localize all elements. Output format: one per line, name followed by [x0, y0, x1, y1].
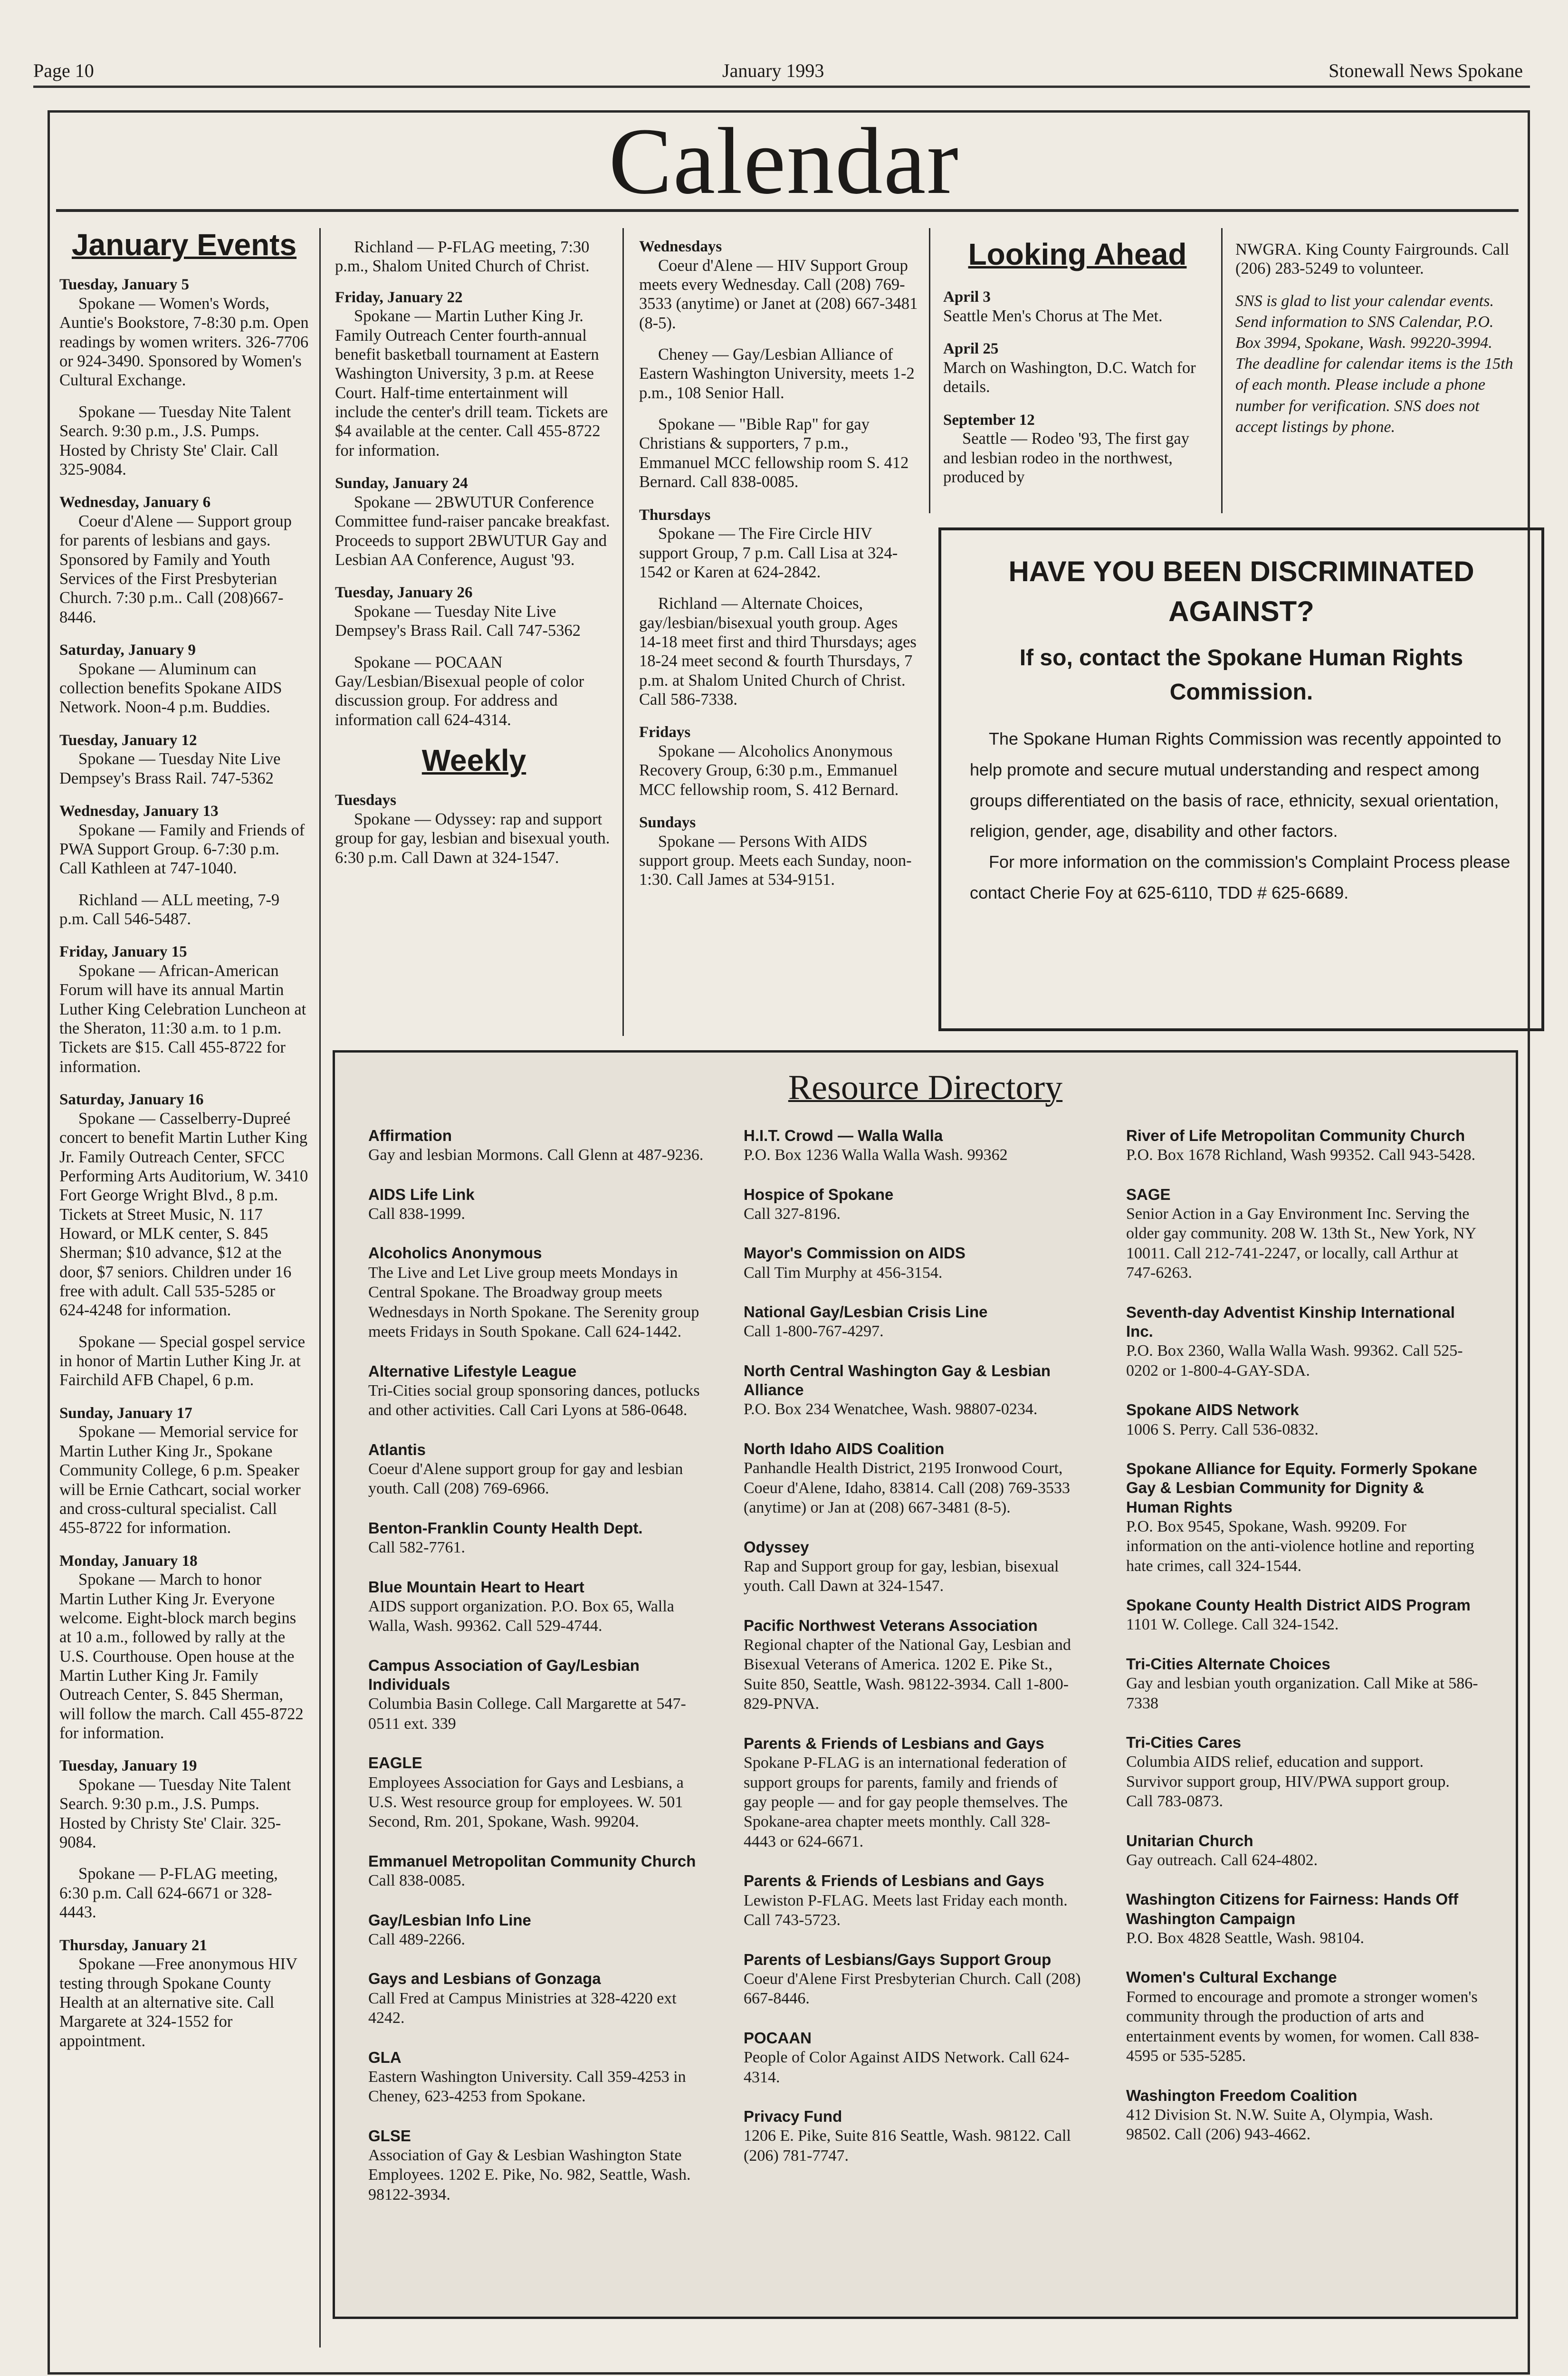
directory-entry-desc: Panhandle Health District, 2195 Ironwood Court, Coeur d'Alene, Idaho, 83814. Call (208) 769-3533 (anytime) or Jan at (208) 667-3481 (8-5). [744, 1459, 1070, 1517]
looking-ahead-text: March on Washington, D.C. Watch for details. [943, 358, 1196, 396]
directory-entry [1126, 2086, 1480, 2145]
directory-entry [744, 1734, 1081, 1852]
event-entry [59, 1936, 309, 2050]
event-paragraph: Spokane — Tuesday Nite Talent Search. 9:30 p.m., J.S. Pumps. Hosted by Christy Ste' Clair. Call 325-9084. [59, 402, 291, 479]
event-paragraph: Coeur d'Alene — HIV Support Group meets every Wednesday. Call (208) 769-3533 (anytime) or Janet at (208) 667-3481 (8-5). [639, 256, 918, 332]
event-entry [639, 238, 919, 492]
looking-ahead-date: April 3 [943, 288, 991, 306]
event-paragraph: Spokane — Casselberry-Dupreé concert to benefit Martin Luther King Jr. Family Outreach Center, SFCC Performing Arts Auditorium, W. 3410 Fort George Wright Blvd., 8 p.m. Tickets at Street Music, N. 117 Howard, or MLK center, S. 845 Sherman; $10 advance, $12 at the door, $7 seniors. Children under 16 free with adult. Call 535-5285 or 624-4248 for information. [59, 1109, 308, 1320]
directory-entry-desc: Call 1-800-767-4297. [744, 1322, 884, 1341]
directory-entry-desc: Coeur d'Alene support group for gay and lesbian youth. Call (208) 769-6966. [368, 1460, 683, 1498]
directory-entry [368, 1578, 715, 1636]
weekly-column-3 [639, 238, 919, 1045]
event-date: Sundays [639, 814, 696, 832]
directory-entry-desc: 1101 W. College. Call 324-1542. [1126, 1616, 1339, 1634]
looking-ahead-item [943, 340, 1212, 396]
directory-entry-name: Parents & Friends of Lesbians and Gays [744, 1734, 1044, 1752]
directory-entry-name: Emmanuel Metropolitan Community Church [368, 1852, 696, 1870]
event-date: Wednesday, January 6 [59, 494, 211, 511]
directory-entry [368, 1969, 715, 2028]
event-paragraph: Spokane — "Bible Rap" for gay Christians & supporters, 7 p.m., Emmanuel MCC fellowship room S. 412 Bernard. Call 838-0085. [639, 415, 909, 491]
directory-entry-desc: Gay and lesbian Mormons. Call Glenn at 487-9236. [368, 1146, 704, 1164]
directory-entry [744, 1871, 1081, 1930]
directory-entry [368, 1753, 715, 1832]
event-date: Fridays [639, 724, 691, 741]
event-entry [639, 723, 919, 799]
directory-entry [368, 1126, 715, 1165]
directory-entry-desc: 1006 S. Perry. Call 536-0832. [1126, 1420, 1319, 1438]
event-paragraph: Spokane —Free anonymous HIV testing through Spokane County Health at an alternative site. Call Margarete at 324-1552 for appointment. [59, 1955, 297, 2050]
directory-entry-name: River of Life Metropolitan Community Church [1126, 1127, 1465, 1144]
event-paragraph: Spokane — Family and Friends of PWA Support Group. 6-7:30 p.m. Call Kathleen at 747-1040. [59, 821, 305, 878]
event-date: Thursdays [639, 506, 711, 524]
ad-body-contact: For more information on the commission's Complaint Process please contact Cherie Foy at 625-6110, TDD # 625-6689. [970, 852, 1511, 902]
resource-directory [333, 1050, 1518, 2319]
directory-entry-desc: Gay and lesbian youth organization. Call Mike at 586-7338 [1126, 1675, 1478, 1712]
event-date: Thursday, January 21 [59, 1936, 207, 1954]
directory-entry-name: Alternative Lifestyle League [368, 1362, 577, 1380]
directory-entry [1126, 1831, 1480, 1870]
event-paragraph: Spokane — Special gospel service in honor of Martin Luther King Jr. at Fairchild AFB Chapel, 6 p.m. [59, 1332, 306, 1389]
event-date: Monday, January 18 [59, 1552, 198, 1570]
event-entry [59, 1091, 309, 1390]
event-date: Saturday, January 16 [59, 1091, 204, 1109]
directory-entry-desc: Call 489-2266. [368, 1930, 465, 1948]
event-date: Saturday, January 9 [59, 642, 196, 659]
event-entry [59, 943, 309, 1076]
looking-ahead-heading: Looking Ahead [968, 238, 1187, 271]
directory-entry-name: Odyssey [744, 1538, 809, 1556]
directory-entry [744, 1950, 1081, 2009]
directory-entry [1126, 1400, 1480, 1439]
directory-entry [744, 2029, 1081, 2087]
event-paragraph: Cheney — Gay/Lesbian Alliance of Eastern Washington University, meets 1-2 p.m., 108 Senior Hall. [639, 345, 915, 402]
weekly-heading: Weekly [421, 743, 526, 778]
directory-entry-desc: Call 582-7761. [368, 1539, 465, 1557]
directory-entry [1126, 1655, 1480, 1713]
looking-ahead-text: Seattle Men's Chorus at The Met. [943, 307, 1163, 325]
directory-entry-name: Campus Association of Gay/Lesbian Individuals [368, 1656, 640, 1694]
directory-entry-name: Privacy Fund [744, 2107, 842, 2125]
resource-directory-title: Resource Directory [788, 1068, 1063, 1107]
directory-entry [744, 1361, 1081, 1419]
directory-column-3 [1126, 1126, 1480, 2165]
directory-column-2 [744, 1126, 1081, 2185]
event-date: Tuesday, January 5 [59, 276, 189, 294]
event-entry [59, 276, 309, 479]
event-paragraph: Coeur d'Alene — Support group for parents of lesbians and gays. Sponsored by Family and Youth Services of the First Presbyterian Church. 7:30 p.m.. Call (208)667-8446. [59, 512, 292, 626]
directory-entry-desc: Employees Association for Gays and Lesbians, a U.S. West resource group for employees. W. 501 Second, Rm. 201, Spokane, Wash. 99204. [368, 1773, 684, 1831]
directory-entry-name: GLSE [368, 2127, 411, 2145]
event-paragraph: Spokane — Persons With AIDS support group. Meets each Sunday, noon-1:30. Call James at 534-9151. [639, 832, 912, 889]
event-date: Tuesday, January 12 [59, 731, 197, 749]
event-paragraph: Spokane — P-FLAG meeting, 6:30 p.m. Call 624-6671 or 328-4443. [59, 1865, 278, 1922]
directory-entry [744, 1244, 1081, 1283]
directory-entry [1126, 1185, 1480, 1283]
column-divider [319, 228, 321, 2347]
ad-subheadline: If so, contact the Spokane Human Rights Commission. [1019, 645, 1463, 705]
directory-entry [1126, 1459, 1480, 1576]
directory-entry [1126, 1596, 1480, 1635]
directory-entry [744, 1538, 1081, 1596]
events-column-2 [335, 238, 613, 1045]
human-rights-ad [938, 527, 1544, 1031]
event-date: Sunday, January 17 [59, 1404, 192, 1422]
event-date: Tuesday, January 26 [335, 584, 473, 602]
masthead-rule [33, 86, 1530, 88]
directory-entry-name: Gays and Lesbians of Gonzaga [368, 1970, 601, 1988]
directory-entry-desc: Call 327-8196. [744, 1205, 841, 1223]
event-entry [335, 584, 613, 729]
column-divider [1221, 228, 1223, 513]
event-entry [59, 1404, 309, 1538]
directory-entry [744, 1616, 1081, 1714]
column-divider [929, 228, 930, 513]
event-paragraph: Spokane — 2BWUTUR Conference Committee fund-raiser pancake breakfast. Proceeds to support 2BWUTUR Gay and Lesbian AA Conference, August '93. [335, 493, 610, 569]
event-date: Wednesdays [639, 238, 722, 255]
directory-entry-desc: Eastern Washington University. Call 359-4253 in Cheney, 623-4253 from Spokane. [368, 2068, 686, 2106]
directory-entry [744, 1439, 1081, 1518]
event-entry [59, 493, 309, 627]
directory-entry-name: North Central Washington Gay & Lesbian Alliance [744, 1361, 1051, 1399]
directory-entry-desc: Coeur d'Alene First Presbyterian Church. Call (208) 667-8446. [744, 1970, 1081, 2008]
event-paragraph: Spokane — Martin Luther King Jr. Family Outreach Center fourth-annual benefit basketball tournament at Eastern Washington University, 3 p.m. at Reese Court. Half-time entertainment will include the center's drill team. Tickets are $4 available at the center. Call 455-8722 for information. [335, 307, 608, 460]
directory-entry-name: Tri-Cities Cares [1126, 1734, 1242, 1752]
event-paragraph: Richland — Alternate Choices, gay/lesbian/bisexual youth group. Ages 14-18 meet first and third Thursdays; ages 18-24 meet second & fourth Thursdays, 7 p.m. at Shalom United Church of Christ. Call 586-7338. [639, 594, 917, 709]
event-paragraph: Richland — ALL meeting, 7-9 p.m. Call 546-5487. [59, 891, 280, 929]
event-date: Wednesday, January 13 [59, 803, 219, 820]
event-paragraph: Spokane — Tuesday Nite Talent Search. 9:30 p.m., J.S. Pumps. Hosted by Christy Ste' Clair. 325-9084. [59, 1776, 291, 1852]
directory-entry-desc: Regional chapter of the National Gay, Lesbian and Bisexual Veterans of America. 1202 E. Pike St., Suite 850, Seattle, Wash. 98122-3934. Call 1-800-829-PNVA. [744, 1636, 1071, 1713]
directory-entry-name: National Gay/Lesbian Crisis Line [744, 1303, 988, 1321]
directory-entry [368, 1852, 715, 1891]
page-title: Calendar [609, 109, 959, 214]
directory-entry-desc: Call 838-1999. [368, 1205, 465, 1223]
event-paragraph: Spokane — Tuesday Nite Live Dempsey's Brass Rail. 747-5362 [59, 750, 281, 787]
page-number: Page 10 [33, 60, 94, 81]
event-paragraph: Spokane — African-American Forum will have its annual Martin Luther King Celebration Luncheon at the Sheraton, 11:30 a.m. to 1 p.m. Tickets are $15. Call 455-8722 for information. [59, 962, 306, 1076]
directory-entry [368, 1519, 715, 1558]
directory-entry-desc: Call Fred at Campus Ministries at 328-4220 ext 4242. [368, 1989, 677, 2027]
directory-entry [744, 2107, 1081, 2165]
title-rule [56, 209, 1519, 212]
january-events-column [59, 228, 309, 2328]
directory-entry-name: Washington Citizens for Fairness: Hands Off Washington Campaign [1126, 1890, 1459, 1927]
directory-entry [1126, 1126, 1480, 1165]
event-paragraph: Spokane — POCAAN Gay/Lesbian/Bisexual people of color discussion group. For address and information call 624-4314. [335, 653, 584, 729]
directory-entry-desc: Call Tim Murphy at 456-3154. [744, 1264, 943, 1282]
directory-entry-name: Unitarian Church [1126, 1831, 1253, 1849]
directory-entry [744, 1303, 1081, 1341]
directory-entry-desc: P.O. Box 2360, Walla Walla Wash. 99362. Call 525-0202 or 1-800-4-GAY-SDA. [1126, 1342, 1463, 1380]
event-paragraph: Richland — P-FLAG meeting, 7:30 p.m., Shalom United Church of Christ. [335, 238, 590, 276]
directory-entry-desc: Gay outreach. Call 624-4802. [1126, 1851, 1318, 1869]
directory-entry-desc: AIDS support organization. P.O. Box 65, Walla Walla, Wash. 99362. Call 529-4744. [368, 1597, 674, 1635]
event-entry [59, 802, 309, 929]
event-entry [59, 641, 309, 717]
looking-ahead-item [943, 288, 1212, 326]
directory-entry [1126, 1303, 1480, 1380]
event-entry [639, 506, 919, 709]
event-date: Sunday, January 24 [335, 475, 468, 492]
event-paragraph: Spokane — Aluminum can collection benefits Spokane AIDS Network. Noon-4 p.m. Buddies. [59, 660, 282, 717]
event-date: Friday, January 22 [335, 288, 463, 306]
event-paragraph: Spokane — Tuesday Nite Live Dempsey's Brass Rail. Call 747-5362 [335, 602, 581, 640]
looking-ahead-continued: NWGRA. King County Fairgrounds. Call (206) 283-5249 to volunteer. [1235, 240, 1510, 278]
directory-entry-desc: P.O. Box 4828 Seattle, Wash. 98104. [1126, 1929, 1364, 1947]
looking-ahead-column [943, 238, 1212, 504]
event-entry [59, 1757, 309, 1922]
directory-entry-name: EAGLE [368, 1754, 422, 1772]
directory-entry-desc: P.O. Box 234 Wenatchee, Wash. 98807-0234. [744, 1400, 1038, 1418]
directory-entry [744, 1126, 1081, 1165]
event-paragraph: Spokane — Women's Words, Auntie's Bookstore, 7-8:30 p.m. Open readings by women writers. 326-7706 or 924-3490. Sponsored by Women's Cultural Exchange. [59, 295, 309, 390]
calendar-note-column [1235, 240, 1520, 516]
directory-entry-name: Benton-Franklin County Health Dept. [368, 1519, 643, 1537]
directory-entry [368, 1911, 715, 1950]
directory-entry-name: Affirmation [368, 1127, 452, 1144]
publication-name: Stonewall News Spokane [1329, 60, 1523, 81]
directory-entry-desc: Call 838-0085. [368, 1872, 465, 1890]
event-paragraph: Spokane — Memorial service for Martin Luther King Jr., Spokane Community College, 6 p.m. Speaker will be Ernie Cathcart, social worker and cross-cultural specialist. Call 455-8722 for information. [59, 1423, 301, 1537]
directory-entry-name: Parents of Lesbians/Gays Support Group [744, 1950, 1052, 1968]
event-entry [335, 288, 613, 460]
directory-entry-desc: Senior Action in a Gay Environment Inc. Serving the older gay community. 208 W. 13th St., New York, NY 10011. Call 212-741-2247, or locally, call Arthur at 747-6263. [1126, 1205, 1476, 1282]
event-entry [335, 791, 613, 867]
january-events-heading: January Events [71, 228, 297, 262]
event-paragraph: Spokane — The Fire Circle HIV support Group, 7 p.m. Call Lisa at 324-1542 or Karen at 624-2842. [639, 525, 898, 581]
directory-entry-name: Women's Cultural Exchange [1126, 1968, 1337, 1986]
directory-entry [368, 1244, 715, 1341]
directory-entry [368, 2127, 715, 2205]
column-divider [622, 228, 624, 1036]
directory-entry-desc: People of Color Against AIDS Network. Call 624-4314. [744, 2049, 1070, 2086]
directory-entry-name: Atlantis [368, 1440, 426, 1458]
looking-ahead-item [943, 411, 1212, 487]
directory-entry-name: Spokane AIDS Network [1126, 1401, 1299, 1419]
directory-entry-name: SAGE [1126, 1185, 1171, 1203]
directory-entry-name: Seventh-day Adventist Kinship International Inc. [1126, 1303, 1455, 1341]
directory-entry-name: North Idaho AIDS Coalition [744, 1439, 945, 1457]
event-paragraph: Spokane — Alcoholics Anonymous Recovery Group, 6:30 p.m., Emmanuel MCC fellowship room, S. 412 Bernard. [639, 742, 899, 799]
directory-entry [1126, 1890, 1480, 1948]
directory-entry-name: POCAAN [744, 2029, 812, 2047]
ad-headline: HAVE YOU BEEN DISCRIMINATED AGAINST? [1008, 556, 1474, 627]
directory-entry [368, 1440, 715, 1499]
directory-entry-name: Mayor's Commission on AIDS [744, 1244, 966, 1262]
directory-entry-name: GLA [368, 2048, 402, 2066]
directory-entry-desc: Lewiston P-FLAG. Meets last Friday each month. Call 743-5723. [744, 1891, 1068, 1929]
directory-column-1 [368, 1126, 715, 2224]
directory-entry [368, 1656, 715, 1734]
submission-note: SNS is glad to list your calendar events. Send information to SNS Calendar, P.O. Box 3994, Spokane, Wash. 99220-3994. The deadline for calendar items is the 15th of each month. Please include a phone number for verification. SNS does not accept listings by phone. [1235, 292, 1513, 436]
ad-body: The Spokane Human Rights Commission was recently appointed to help promote and secure mutual understanding and respect among groups differentiated on the basis of race, ethnicity, sexual orientation, religion, gender, age, disability and other factors. [970, 729, 1501, 841]
event-date: Tuesdays [335, 792, 397, 809]
looking-ahead-date: April 25 [943, 340, 999, 358]
directory-entry-name: AIDS Life Link [368, 1185, 475, 1203]
event-paragraph: Spokane — March to honor Martin Luther King Jr. Everyone welcome. Eight-block march begins at 10 a.m., followed by rally at the U.S. Courthouse. Open house at the Martin Luther King Jr. Family Outreach Center, S. 845 Sherman, will follow the march. Call 455-8722 for information. [59, 1571, 304, 1743]
directory-entry-desc: The Live and Let Live group meets Mondays in Central Spokane. The Broadway group meets Wednesdays in North Spokane. The Serenity group meets Fridays in South Spokane. Call 624-1442. [368, 1264, 699, 1341]
directory-entry-name: Pacific Northwest Veterans Association [744, 1616, 1038, 1634]
directory-entry-desc: Rap and Support group for gay, lesbian, bisexual youth. Call Dawn at 324-1547. [744, 1557, 1059, 1595]
directory-entry-name: H.I.T. Crowd — Walla Walla [744, 1127, 943, 1144]
directory-entry-desc: Spokane P-FLAG is an international federation of support groups for parents, family and friends of gay people — and for gay people themselves. The Spokane-area chapter meets monthly. Call 328-4443 or 624-6671. [744, 1754, 1068, 1850]
directory-entry-name: Spokane Alliance for Equity. Formerly Spokane Gay & Lesbian Community for Dignity & Human Rights [1126, 1460, 1478, 1516]
event-entry [335, 474, 613, 569]
directory-entry-desc: 1206 E. Pike, Suite 816 Seattle, Wash. 98122. Call (206) 781-7747. [744, 2127, 1071, 2165]
event-date: Friday, January 15 [59, 943, 187, 961]
directory-entry-name: Blue Mountain Heart to Heart [368, 1578, 584, 1596]
event-entry [59, 1552, 309, 1743]
event-date: Tuesday, January 19 [59, 1757, 197, 1775]
directory-entry-desc: P.O. Box 9545, Spokane, Wash. 99209. For information on the anti-violence hotline and reporting hate crimes, call 324-1544. [1126, 1517, 1474, 1575]
directory-entry [368, 1362, 715, 1420]
directory-entry-desc: Tri-Cities social group sponsoring dances, potlucks and other activities. Call Cari Lyons at 586-0648. [368, 1381, 700, 1419]
event-entry [639, 814, 919, 890]
directory-entry-desc: P.O. Box 1236 Walla Walla Wash. 99362 [744, 1146, 1008, 1164]
directory-entry-name: Spokane County Health District AIDS Program [1126, 1596, 1471, 1614]
directory-entry-name: Tri-Cities Alternate Choices [1126, 1655, 1330, 1673]
event-entry [59, 731, 309, 788]
directory-entry-desc: Columbia AIDS relief, education and support. Survivor support group, HIV/PWA support group. Call 783-0873. [1126, 1753, 1450, 1811]
directory-entry [1126, 1733, 1480, 1811]
directory-entry-name: Gay/Lesbian Info Line [368, 1911, 531, 1929]
looking-ahead-text: Seattle — Rodeo '93, The first gay and lesbian rodeo in the northwest, produced by [943, 430, 1189, 487]
directory-entry-name: Hospice of Spokane [744, 1185, 894, 1203]
event-paragraph: Spokane — Odyssey: rap and support group for gay, lesbian and bisexual youth. 6:30 p.m. Call Dawn at 324-1547. [335, 810, 610, 867]
directory-entry [368, 1185, 715, 1224]
directory-entry-desc: Association of Gay & Lesbian Washington State Employees. 1202 E. Pike, No. 982, Seattle, Wash. 98122-3934. [368, 2146, 691, 2204]
directory-entry-name: Parents & Friends of Lesbians and Gays [744, 1872, 1044, 1890]
directory-entry-desc: P.O. Box 1678 Richland, Wash 99352. Call 943-5428. [1126, 1146, 1476, 1164]
directory-entry [1126, 1968, 1480, 2066]
issue-date: January 1993 [722, 60, 824, 81]
directory-entry-desc: Formed to encourage and promote a stronger women's community through the production of arts and entertainment events by women, for women. Call 838-4595 or 535-5285. [1126, 1988, 1480, 2065]
looking-ahead-date: September 12 [943, 411, 1035, 429]
directory-entry-desc: Columbia Basin College. Call Margarette at 547-0511 ext. 339 [368, 1695, 686, 1733]
directory-entry-desc: 412 Division St. N.W. Suite A, Olympia, Wash. 98502. Call (206) 943-4662. [1126, 2106, 1434, 2144]
directory-entry [744, 1185, 1081, 1224]
directory-entry-name: Washington Freedom Coalition [1126, 2086, 1358, 2104]
directory-entry-name: Alcoholics Anonymous [368, 1244, 542, 1262]
directory-entry [368, 2048, 715, 2107]
